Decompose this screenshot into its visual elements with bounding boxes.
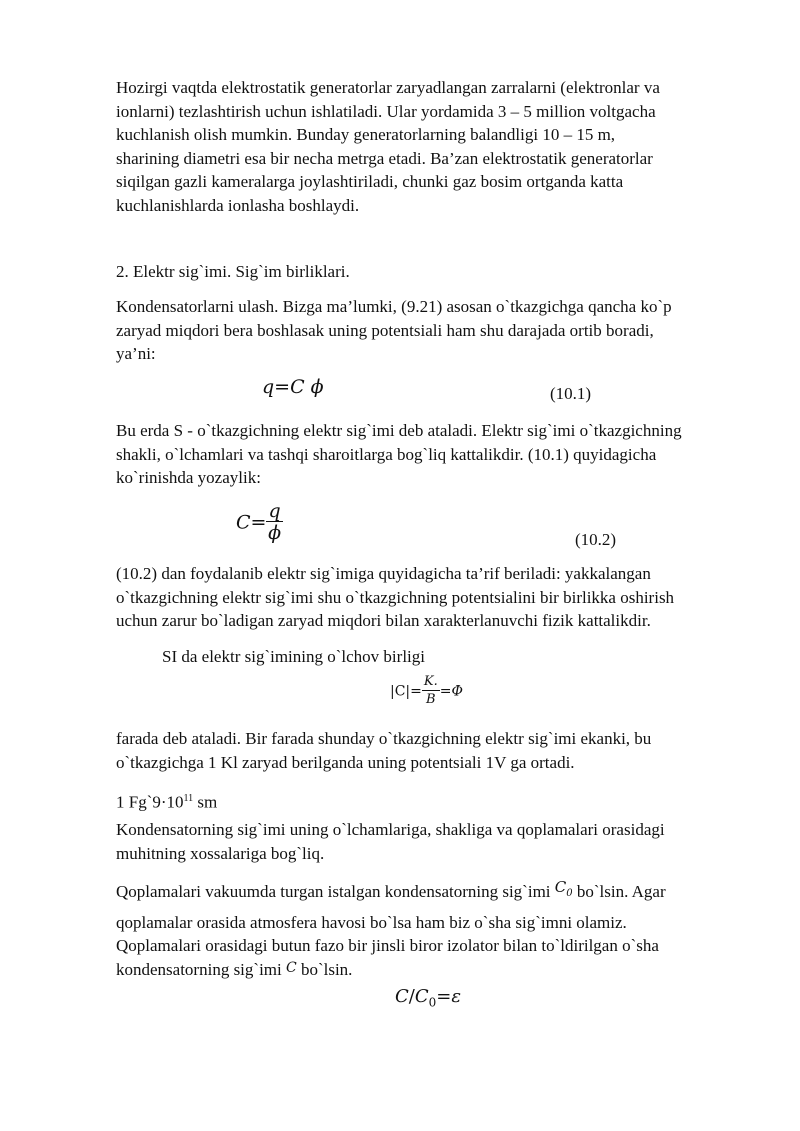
text-line: Kondensatorning sig`imi uning o`lchamlariga, shakliga va qoplamalari orasidagi [116,820,665,839]
eq-sign: = [439,683,452,700]
text-line: muhitning xossalariga bog`liq. [116,843,325,863]
text-line: kuchlanishlarda ionlasha boshlaydi. [116,195,360,215]
fraction-numerator: K. [423,674,438,689]
fraction-denominator: ϕ [268,522,282,544]
text-line: o`tkazgichning elektr sig`imi shu o`tkazgichning potentsialini bir birlikka oshirish [116,587,675,607]
section-heading: 2. Elektr sig`imi. Sig`im birliklari. [116,262,350,281]
fraction [422,674,440,709]
equation-permittivity [395,986,461,1010]
symbol-subscript: 0 [566,888,573,899]
paragraph-generators [116,76,746,217]
text-line: shakli, o`lchamlari va tashqi sharoitlarga bog`liq kattalikdir. (10.1) quyidagicha [116,444,657,464]
paragraph-vacuum [116,880,746,983]
unit-exponent: 11 [183,793,194,804]
eq-lhs: C [236,511,251,534]
text-line: o`tkazgichga 1 Kl zaryad berilganda uning potentsiali 1V ga ortadi. [116,752,575,772]
eq-c0: C [414,986,429,1007]
unit-relation-line [116,787,217,814]
text-line: ya’ni: [116,344,156,363]
text-fragment: bo`lsin. [296,959,353,979]
fraction-numerator: q [268,500,281,522]
eq-subscript: 0 [428,995,437,1010]
text-line: kuchlanish olish mumkin. Bunday generatorlarning balandligi 10 – 15 m, [116,125,616,144]
paragraph-dependence [116,818,746,865]
paragraph-farad [116,727,746,774]
paragraph-definition [116,562,746,633]
text-line: (10.2) dan foydalanib elektr sig`imiga quyidagicha ta’rif beriladi: yakkalangan [116,564,651,583]
eq-sign: = [410,683,422,700]
text-line: qoplamalar orasida atmosfera havosi bo`lsa ham biz o`sha sig`imni olamiz. [116,912,627,932]
eq-lhs: |C| [390,683,411,700]
eq-rhs: Φ [451,683,463,700]
symbol-c0 [554,878,573,899]
eq-rhs: ε [451,986,462,1007]
eq-slash: / [408,986,415,1007]
text-line: Bu erda S - o`tkazgichning elektr sig`imi deb ataladi. Elektr sig`imi o`tkazgichning [116,421,682,440]
text-line: zaryad miqdori bera boshlasak uning potentsiali ham shu darajada ortib boradi, [116,320,654,340]
text-line: uchun zarur bo`ladigan zaryad miqdori bilan xarakterlanuvchi fizik kattalikdir. [116,611,651,630]
text-line: ko`rinishda yozaylik: [116,468,261,487]
equation-number: (10.1) [550,384,592,403]
text-line: ionlarni) tezlashtirish uchun ishlatiladi. Ular yordamida 3 – 5 million voltgacha [116,101,656,121]
eq-sign: = [250,511,267,534]
text-line: siqilgan gazli kameralarga joylashtiriladi, chunki gaz bosim ortganda katta [116,172,624,191]
equation-10-2 [236,501,283,544]
equation-unit [390,674,463,709]
fraction-denominator: B [426,692,436,707]
text-line [116,958,746,984]
text-line [116,880,746,911]
equation-10-1 [262,376,324,398]
text-line: sharining diametri esa bir necha metrga etadi. Ba’zan elektrostatik generatorlar [116,148,653,168]
unit-tail: sm [193,792,218,812]
text-line: farada deb ataladi. Bir farada shunday o`tkazgichning elektr sig`imi ekanki, bu [116,729,652,748]
equation-number: (10.2) [575,530,617,549]
unit-text: 1 Fg`9·10 [116,792,184,812]
text-line: Qoplamalari orasidagi butun fazo bir jinsli biror izolator bilan to`ldirilgan o`sha [116,936,659,955]
text-line: Kondensatorlarni ulash. Bizga ma’lumki, (9.21) asosan o`tkazgichga qancha ko`p [116,297,672,316]
symbol-c: C [285,959,297,976]
eq-sign: = [274,376,291,398]
text-line: Hozirgi vaqtda elektrostatik generatorlar zaryadlangan zarralarni (elektronlar va [116,78,660,97]
eq-rhs: C ϕ [290,376,324,398]
paragraph-capacitance-def [116,419,746,490]
eq-sign: = [436,986,452,1007]
text-fragment: Qoplamalari vakuumda turgan istalgan kondensatorning sig`imi [116,882,555,901]
text-fragment: bo`lsin. Agar [572,882,666,901]
text-fragment: kondensatorning sig`imi [116,959,286,979]
symbol-c: C [554,878,567,896]
eq-lhs: q [262,376,275,398]
si-unit-sentence: SI da elektr sig`imining o`lchov birligi [162,647,425,666]
fraction [266,501,282,544]
paragraph-connection [116,295,746,366]
eq-c: C [395,986,409,1007]
